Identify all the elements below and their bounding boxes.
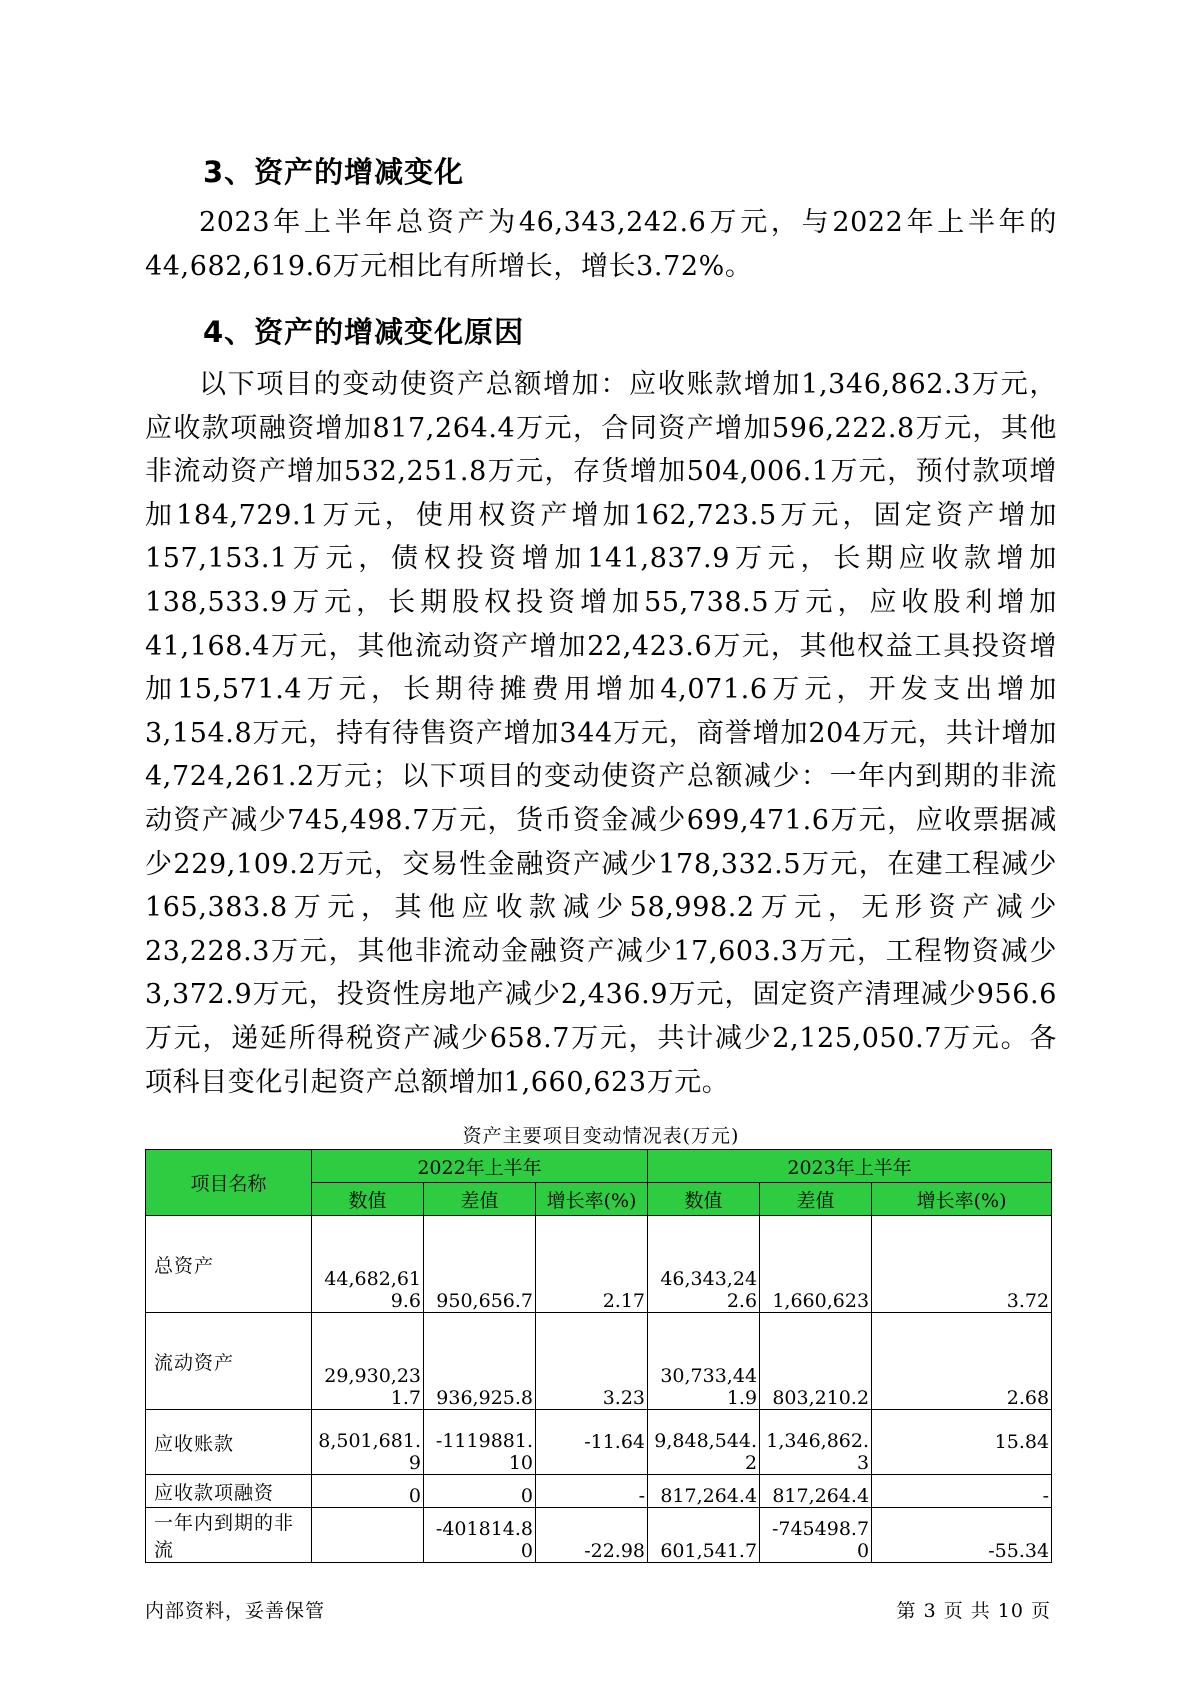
cell-diff-2023: 803,210.2 xyxy=(760,1313,872,1410)
footer-page-number: 第 3 页 共 10 页 xyxy=(896,1600,1051,1622)
table-caption: 资产主要项目变动情况表(万元) xyxy=(462,1125,740,1147)
header-year-2023: 2023年上半年 xyxy=(648,1150,1052,1183)
header-item-name: 项目名称 xyxy=(146,1150,312,1216)
cell-value-2022: 29,930,231.7 xyxy=(312,1313,424,1410)
section-heading-asset-change: 3、资产的增减变化 xyxy=(203,155,465,189)
header-value-2022: 数值 xyxy=(312,1183,424,1216)
cell-diff-2023: 1,660,623 xyxy=(760,1216,872,1313)
cell-value-2023: 30,733,441.9 xyxy=(648,1313,760,1410)
cell-rate-2023: 2.68 xyxy=(872,1313,1052,1410)
paragraph-change-reasons: 以下项目的变动使资产总额增加：应收账款增加1,346,862.3万元，应收款项融资增加817,264.4万元，合同资产增加596,222.8万元，其他非流动资产增加532,251.8万元，存货增加504,006.1万元，预付款项增加184,729.1万元，使用权资产增加162,723.5万元，固定资产增加157,153.1万元，债权投资增加141,837.9万元，长期应收款增加138,533.9万元，长期股权投资增加55,738.5万元，应收股利增加41,168.4万元，其他流动资产增加22,423.6万元，其他权益工具投资增加15,571.4万元，长期待摊费用增加4,071.6万元，开发支出增加3,154.8万元，持有待售资产增加344万元，商誉增加204万元，共计增加4,724,261.2万元；以下项目的变动使资产总额减少：一年内到期的非流动资产减少745,498.7万元，货币资金减少699,471.6万元，应收票据减少229,109.2万元，交易性金融资产减少178,332.5万元，在建工程减少165,383.8万元，其他应收款减少58,998.2万元，无形资产减少23,228.3万元，其他非流动金融资产减少17,603.3万元，工程物资减少3,372.9万元，投资性房地产减少2,436.9万元，固定资产清理减少956.6万元，递延所得税资产减少658.7万元，共计减少2,125,050.7万元。各项科目变化引起资产总额增加1,660,623万元。 xyxy=(145,369,1057,1098)
table-row xyxy=(146,1313,1052,1410)
cell-diff-2022: -401814.80 xyxy=(424,1508,536,1563)
table-row xyxy=(146,1508,1052,1563)
cell-rate-2023: 15.84 xyxy=(872,1410,1052,1475)
asset-change-table xyxy=(145,1149,1052,1563)
cell-value-2023: 817,264.4 xyxy=(648,1475,760,1508)
cell-diff-2022: 0 xyxy=(424,1475,536,1508)
cell-diff-2022: -1119881.10 xyxy=(424,1410,536,1475)
cell-value-2023: 46,343,242.6 xyxy=(648,1216,760,1313)
row-label: 总资产 xyxy=(146,1216,312,1313)
cell-value-2022: 8,501,681.9 xyxy=(312,1410,424,1475)
row-label: 流动资产 xyxy=(146,1313,312,1410)
header-rate-2022: 增长率(%) xyxy=(536,1183,648,1216)
cell-rate-2022: 2.17 xyxy=(536,1216,648,1313)
table-row xyxy=(146,1410,1052,1475)
cell-rate-2022: - xyxy=(536,1475,648,1508)
row-label: 应收款项融资 xyxy=(146,1475,312,1508)
table-row xyxy=(146,1216,1052,1313)
cell-diff-2022: 936,925.8 xyxy=(424,1313,536,1410)
cell-value-2022: 0 xyxy=(312,1475,424,1508)
row-label: 一年内到期的非流 xyxy=(146,1508,312,1563)
cell-rate-2023: 3.72 xyxy=(872,1216,1052,1313)
cell-rate-2023: -55.34 xyxy=(872,1508,1052,1563)
cell-rate-2023: - xyxy=(872,1475,1052,1508)
header-diff-2022: 差值 xyxy=(424,1183,536,1216)
cell-value-2022 xyxy=(312,1508,424,1563)
row-label: 应收账款 xyxy=(146,1410,312,1475)
cell-value-2022: 44,682,619.6 xyxy=(312,1216,424,1313)
header-rate-2023: 增长率(%) xyxy=(872,1183,1052,1216)
cell-rate-2022: -11.64 xyxy=(536,1410,648,1475)
header-diff-2023: 差值 xyxy=(760,1183,872,1216)
header-value-2023: 数值 xyxy=(648,1183,760,1216)
header-year-2022: 2022年上半年 xyxy=(312,1150,648,1183)
cell-rate-2022: -22.98 xyxy=(536,1508,648,1563)
cell-diff-2023: -745498.70 xyxy=(760,1508,872,1563)
section-heading-change-reasons: 4、资产的增减变化原因 xyxy=(203,315,525,349)
cell-value-2023: 9,848,544.2 xyxy=(648,1410,760,1475)
cell-diff-2022: 950,656.7 xyxy=(424,1216,536,1313)
cell-value-2023: 601,541.7 xyxy=(648,1508,760,1563)
paragraph-asset-change: 2023年上半年总资产为46,343,242.6万元，与2022年上半年的44,682,619.6万元相比有所增长，增长3.72%。 xyxy=(145,207,1057,282)
cell-diff-2023: 1,346,862.3 xyxy=(760,1410,872,1475)
table-row xyxy=(146,1475,1052,1508)
footer-confidential-note: 内部资料，妥善保管 xyxy=(145,1600,326,1622)
cell-rate-2022: 3.23 xyxy=(536,1313,648,1410)
cell-diff-2023: 817,264.4 xyxy=(760,1475,872,1508)
